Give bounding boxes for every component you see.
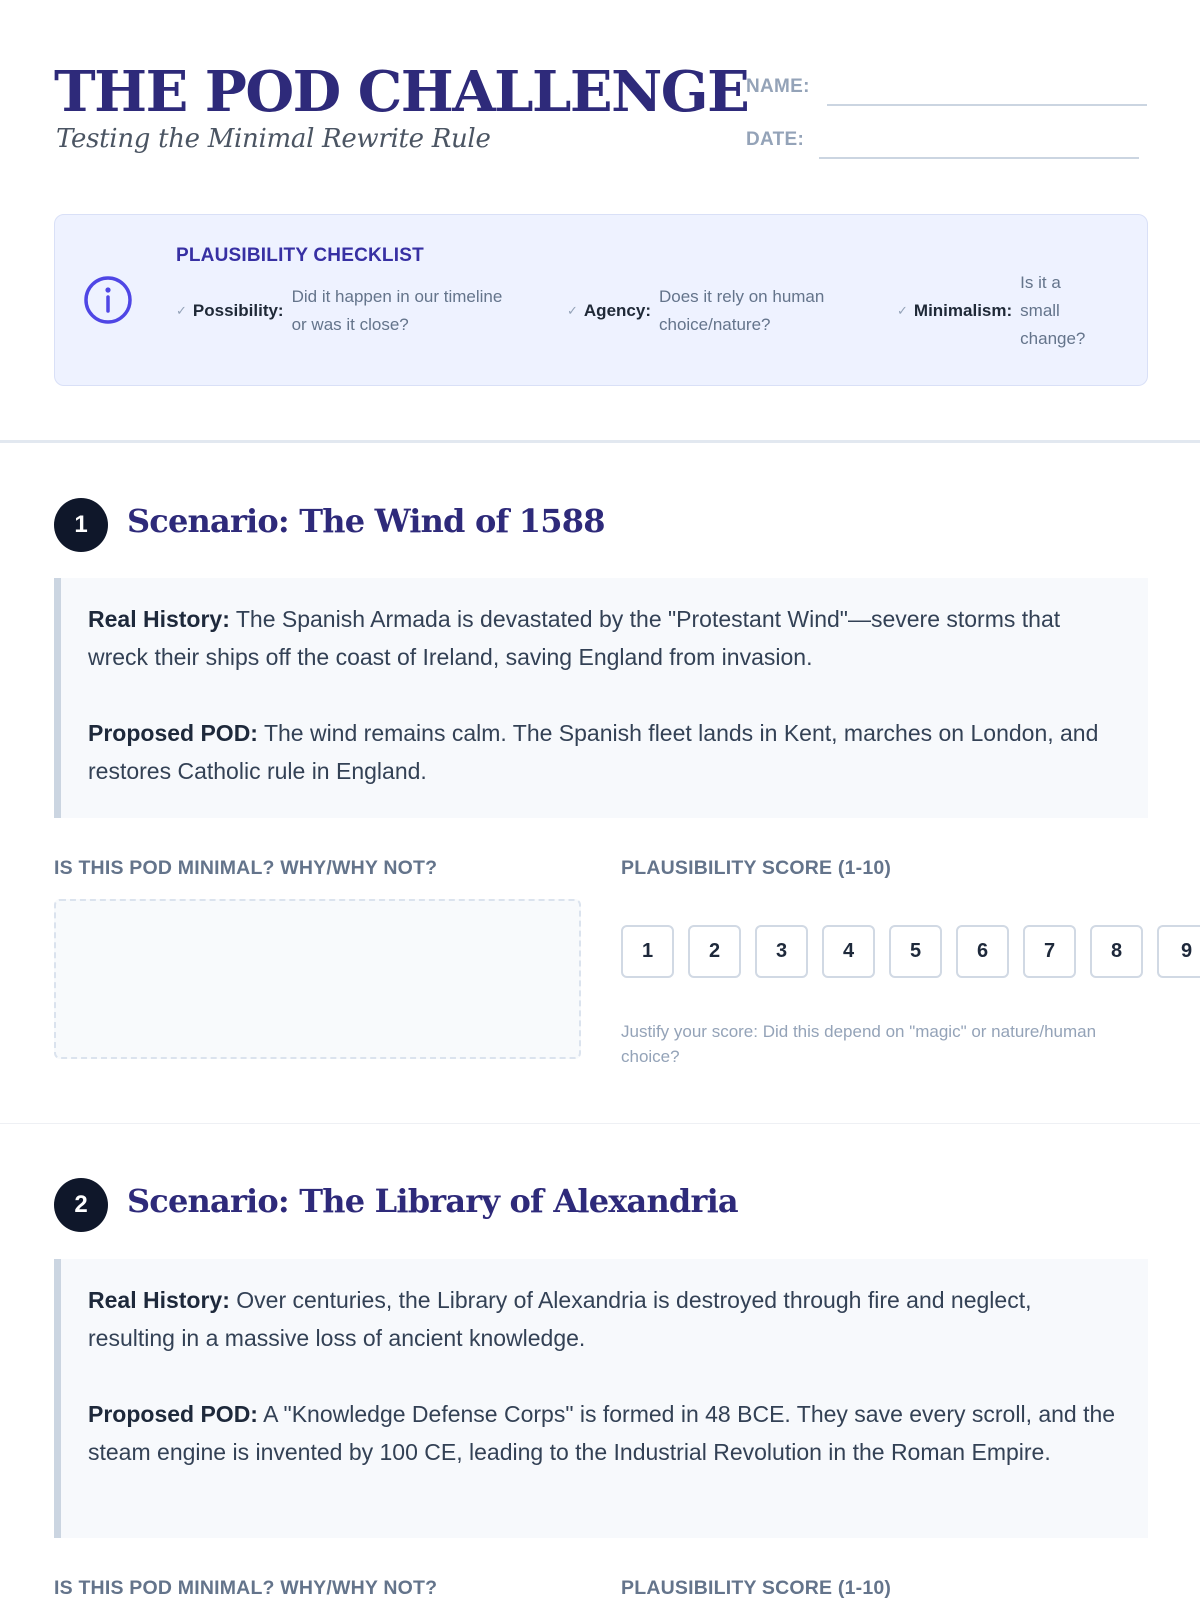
- checklist-item-desc: Is it a small change?: [1020, 273, 1086, 348]
- check-icon: ✓: [567, 303, 578, 318]
- score-option[interactable]: 5: [889, 925, 942, 978]
- minimal-answer-box[interactable]: [54, 899, 581, 1059]
- scenario-number-badge: 2: [54, 1178, 108, 1232]
- proposed-pod-body: The wind remains calm. The Spanish fleet lands in Kent, marches on London, and restores Catholic rule in England.: [88, 720, 1099, 784]
- real-history-body: Over centuries, the Library of Alexandria is destroyed through fire and neglect, resulting in a massive loss of ancient knowledge.: [88, 1287, 1032, 1351]
- scenario-number-badge: 1: [54, 498, 108, 552]
- page-subtitle: Testing the Minimal Rewrite Rule: [56, 124, 491, 154]
- score-label: PLAUSIBILITY SCORE (1-10): [621, 1577, 892, 1599]
- score-option[interactable]: 4: [822, 925, 875, 978]
- real-history-text: [88, 1281, 1122, 1357]
- score-label: PLAUSIBILITY SCORE (1-10): [621, 857, 892, 879]
- scenario-title: Scenario: The Library of Alexandria: [127, 1182, 738, 1220]
- score-option[interactable]: 7: [1023, 925, 1076, 978]
- proposed-pod-body: A "Knowledge Defense Corps" is formed in 48 BCE. They save every scroll, and the steam engine is invented by 100 CE, leading to the Industrial Revolution in the Roman Empire.: [88, 1401, 1116, 1465]
- score-option[interactable]: 3: [755, 925, 808, 978]
- real-history-body: The Spanish Armada is devastated by the "Protestant Wind"—severe storms that wreck their ships off the coast of Ireland, saving England from invasion.: [88, 606, 1061, 670]
- minimal-question-label: IS THIS POD MINIMAL? WHY/WHY NOT?: [54, 857, 438, 879]
- section-divider: [0, 440, 1200, 443]
- check-icon: ✓: [897, 303, 908, 318]
- date-field[interactable]: [819, 157, 1139, 159]
- checklist-item-label: Minimalism:: [913, 301, 1013, 320]
- score-option[interactable]: 1: [621, 925, 674, 978]
- scenario-description: [54, 1259, 1148, 1538]
- section-divider: [0, 1123, 1200, 1124]
- page-title: THE POD CHALLENGE: [54, 59, 749, 125]
- score-option[interactable]: 9: [1157, 925, 1200, 978]
- real-history-label: Real History:: [88, 606, 230, 632]
- checklist-item-label: Agency:: [583, 301, 651, 320]
- proposed-pod-label: Proposed POD:: [88, 720, 258, 746]
- checklist-item-minimalism: [897, 269, 1137, 353]
- scenario-title: Scenario: The Wind of 1588: [127, 502, 605, 540]
- minimal-question-label: IS THIS POD MINIMAL? WHY/WHY NOT?: [54, 1577, 438, 1599]
- check-icon: ✓: [176, 303, 187, 318]
- date-label: DATE:: [746, 129, 805, 150]
- info-icon: [83, 275, 133, 325]
- score-option[interactable]: 2: [688, 925, 741, 978]
- name-label: NAME:: [746, 76, 810, 97]
- checklist-item-possibility: [176, 283, 526, 339]
- checklist-item-desc: Does it rely on human choice/nature?: [658, 287, 825, 334]
- name-field[interactable]: [827, 104, 1147, 106]
- real-history-text: [88, 600, 1122, 676]
- scenario-description: [54, 578, 1148, 818]
- checklist-item-desc: Did it happen in our timeline or was it close?: [291, 287, 503, 334]
- justify-hint: Justify your score: Did this depend on "magic" or nature/human choice?: [621, 1022, 1097, 1066]
- score-option[interactable]: 6: [956, 925, 1009, 978]
- score-option[interactable]: 8: [1090, 925, 1143, 978]
- proposed-pod-text: [88, 1395, 1122, 1471]
- proposed-pod-text: [88, 714, 1122, 790]
- checklist-title: PLAUSIBILITY CHECKLIST: [176, 245, 424, 266]
- plausibility-checklist: [54, 214, 1148, 386]
- checklist-item-label: Possibility:: [192, 301, 284, 320]
- score-selector: [621, 925, 1200, 978]
- real-history-label: Real History:: [88, 1287, 230, 1313]
- proposed-pod-label: Proposed POD:: [88, 1401, 258, 1427]
- worksheet-header: [54, 58, 1148, 168]
- checklist-item-agency: [567, 283, 877, 339]
